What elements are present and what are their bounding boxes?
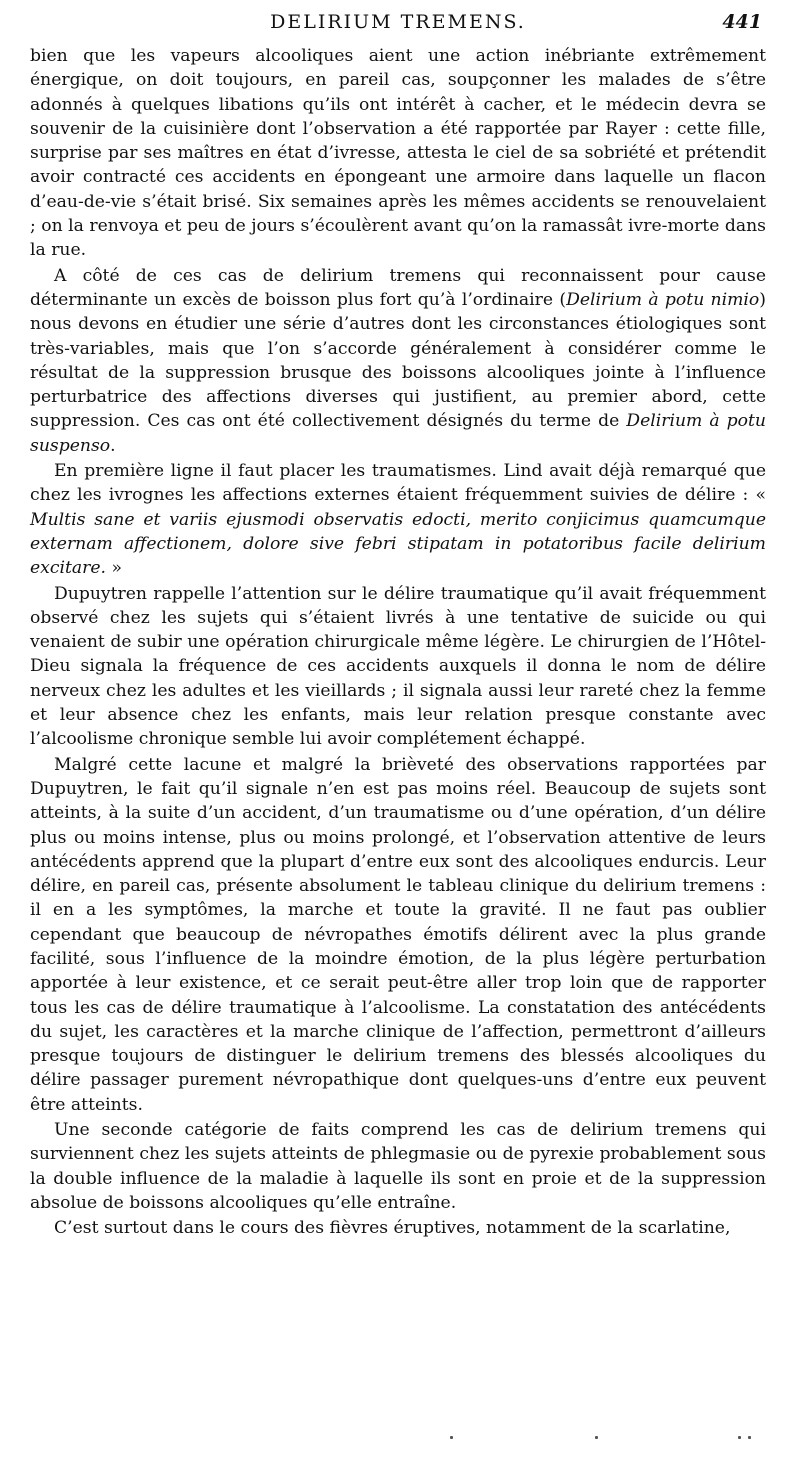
running-head xyxy=(30,0,766,44)
text-run: A côté de ces cas de delirium tremens qui reconnaissent pour cause déterminante un excès de boisson plus fort qu’à l’ordinaire ( xyxy=(30,265,766,310)
printer-marks xyxy=(420,1436,730,1446)
paragraph xyxy=(30,753,766,1117)
paragraph xyxy=(30,1118,766,1215)
body-text xyxy=(30,44,766,1241)
paragraph xyxy=(30,264,766,458)
book-page xyxy=(30,0,766,1481)
text-run: . xyxy=(110,435,116,456)
page-number: 441 xyxy=(722,11,762,33)
text-run: Malgré cette lacune et malgré la brièveté des observations rapportées par Dupuytren, le fait qu’il signale n’en est pas moins réel. Beaucoup de sujets sont atteints, à la suite d’un accident, d’un traumatisme ou d’une opération, d’un délire plus ou moins intense, plus ou moins prolongé, et l’observation attentive de leurs antécédents apprend que la plupart d’entre eux sont des alcooliques endurcis. Leur délire, en pareil cas, présente absolument le tableau clinique du delirium tremens : il en a les symptômes, la marche et toute la gravité. Il ne faut pas oublier cependant que beaucoup de névropathes émotifs délirent avec la plus grande facilité, sous l’influence de la moindre émotion, de la plus légère perturbation apportée à leur existence, et ce serait peut-être aller trop loin que de rapporter tous les cas de délire traumatique à l’alcoolisme. La constatation des antécédents du sujet, les caractères et la marche clinique de l’affection, permettront d’ailleurs presque toujours de distinguer le delirium tremens des blessés alcooliques du délire passager purement névropathique dont quelques-uns d’entre eux peuvent être atteints. xyxy=(30,754,766,1115)
italic-text: Multis sane et variis ejusmodi observatis edocti, merito conjicimus quamcumque externam affectionem, dolore sive febri stipatam in potatoribus facile delirium excitare. xyxy=(30,509,766,579)
text-run: En première ligne il faut placer les traumatismes. Lind avait déjà remarqué que chez les ivrognes les affections externes étaient fréquemment suivies de délire : « xyxy=(30,461,766,506)
text-run: ) nous devons en étudier une série d’autres dont les circonstances étiologiques sont très-variables, mais que l’on s’accorde généralement à considérer comme le résultat de la suppression brusque des boissons alcooliques jointe à l’influence perturbatrice des affections diverses qui justifient, au premier abord, cette suppression. Ces cas ont été collectivement désignés du terme de xyxy=(30,289,766,432)
text-run: bien que les vapeurs alcooliques aient une action inébriante extrêmement énergique, on doit toujours, en pareil cas, soupçonner les malades de s’être adonnés à quelques libations qu’ils ont intérêt à cacher, et le médecin devra se souvenir de la cuisinière dont l’observation a été rapportée par Rayer : cette fille, surprise par ses maîtres en état d’ivresse, attesta le ciel de sa sobriété et prétendit avoir contracté ces accidents en épongeant une armoire dans laquelle un flacon d’eau-de-vie s’était brisé. Six semaines après les mêmes accidents se renouvelaient ; on la renvoya et peu de jours s’écoulèrent avant qu’on la ramassât ivre-morte dans la rue. xyxy=(30,46,766,261)
paragraph xyxy=(30,1216,766,1240)
paragraph xyxy=(30,44,766,263)
italic-text: Delirium à potu nimio xyxy=(566,289,760,310)
text-run: C’est surtout dans le cours des fièvres éruptives, notamment de la scarlatine, xyxy=(54,1218,731,1239)
running-title: DELIRIUM TREMENS. xyxy=(270,11,526,33)
paragraph xyxy=(30,459,766,580)
text-run: » xyxy=(106,558,122,579)
text-run: Une seconde catégorie de faits comprend les cas de delirium tremens qui surviennent chez les sujets atteints de phlegmasie ou de pyrexie probablement sous la double influence de la maladie à laquelle ils sont en proie et de la suppression absolue de boissons alcooliques qu’elle entraîne. xyxy=(30,1120,766,1213)
text-run: Dupuytren rappelle l’attention sur le délire traumatique qu’il avait fréquemment observé chez les sujets qui s’étaient livrés à une tentative de suicide ou qui venaient de subir une opération chirurgicale même légère. Le chirurgien de l’Hôtel-Dieu signala la fréquence de ces accidents auxquels il donna le nom de délire nerveux chez les adultes et les vieillards ; il signala aussi leur rareté chez la femme et leur absence chez les enfants, mais leur relation presque constante avec l’alcoolisme chronique semble lui avoir complétement échappé. xyxy=(30,583,766,750)
italic-text: Delirium à potu suspenso xyxy=(30,411,767,456)
paragraph xyxy=(30,582,766,752)
